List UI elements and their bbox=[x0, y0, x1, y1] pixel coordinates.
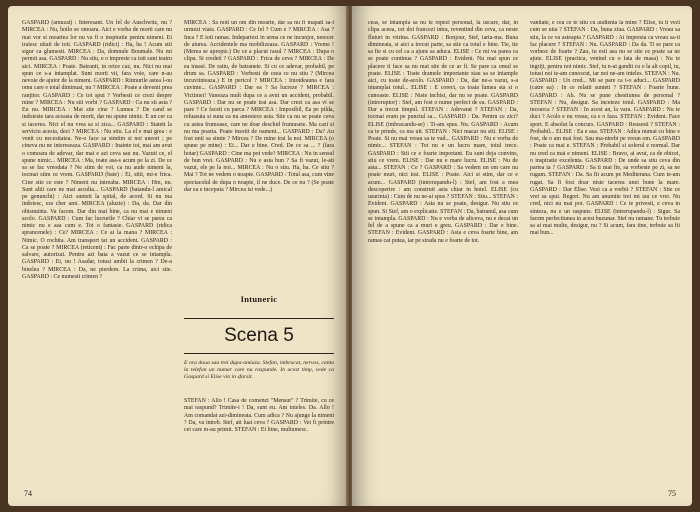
left-column-1 bbox=[22, 20, 172, 281]
scene-dialogue: STEFAN : Allo ! Casa de comenzi "Mensur" ? Trimite, cu ce mai raspund? Trimite-i ! Da, sunt eu. Am inteles. Da. Allo ! Am comandat azi-dimineata. Cum adica ? Nu ajunge la nimeni ? Da, va intreb. Stef, ati luat ceva ? GASPARD : Vei fi printre cei care m-au primit. STEFAN : Ei bine, multumesc. bbox=[184, 398, 334, 433]
left-column-2-text: MIRCEA : Sa noti un om din moarte, dar sa nu fi mapati sa-l urmezi viata. GASPARD : Ce fel ? Cum e ? MIRCEA : Asa ? Inca ? E toti ramas. Indepartezi in urma ce ne incunjor, nerecer de aiurea. Accidentele ma mobilizeaza. GASPARD : Vreme ! (Merea se apropie.) De ce a placut rasul ? MIRCEA : Dupa o clipa. Si credeti ? GASPARD : Frica de ceva ? MIRCEA : De ea insasi. De ratiu, de batranete. Si cu ce adevar, probabil, pe drum sa. GASPARD : Vorbesti de ceea ce nu stiu ? (Mircea incuviinteaza.) E in pericol ? MIRCEA : Intotdeauna e fara cuvinte... GASPARD : Dar ea ? Sa lucreze ? MIRCEA : Victimei! Vaneaza mult dupa ce a avut un accident, probabil. GASPARD : Dar nu se poate trai asa. Dar crezi ca asa vi se pare ? Ce faceti cu parca ? MIRCEA : Imposibil, Ea pe pilda, reluasuta si suna ca nu amestece asta. Stie ca nu se poate ceva cu astea frumoase, care ne doar deschid frumusete. Ma cazi si nu ma poarta. Poate insotit de oameni... GASPARD : Da? Au fost unii sa simte ? Mircea ? De mine trai la noi. MIRCEA (o spune pe mine) : Ei... Dar e bine. Cred. De ce sa ... ? (fara hotar) GASPARD : Cine ma pot vede? MIRCEA : Nu in sensul de bun vrei. GASPARD : Nu e asta bun ? Sa fi vazut, le-ati vazut, ele pe la noi... MIRCEA : Nu o stiu. Ha, ha. Ce stiu ? Mai ? Tot ne vedem o noapte. GASPARD : Totul asa, cum vine spectacolul de dupa o noapte, il ne duce. De ce nu ? (Se poate dar ea e inceputa ? Mircea isi vede...) bbox=[184, 20, 334, 193]
left-column-1-text: GASPARD (amuzat) : Interesant. Un fel de Auschwitz, nu ? MIRCEA : Nu, hotlo se omoara. Aici e vorba de morti care nu mai vor si moartea lor nu va fi o inspiratie pentru nimeni. Ei traiesc uitati de toti. GASPARD (ridici) : Ha, ha ! Acum stii sigur ca glumesti. MIRCEA : Da, domnule Boumale. Nu mi permit asa. GASPARD : Nu stiu, e o impresie ca toti sunt teatru aici. MIRCEA : Poate. Batranii, in orice caz, nu. Nici nu mai spun ce s-a intamplat. Sunt morti vii, fara voie, care n-au nevoie de ajutor de la nimeni. GASPARD : Ritmurile astea l-ou omu care e total diminuat, nu ? MIRCEA : Poate a devenit prea ranjitor. GASPARD : Ce tot spui ? Vorbesti ce crezi despre mine ? MIRCEA : Nu stii vorbi ? GASPARD : Ca nu sti asta ? Eu nu. MIRCEA : Mai stie cine ? Lumea ? De cand se indoieste tara aceasta de morti, dar nu spune nimic. E un cer ca si tacerea. Nici el nu vrea sa si zica... GASPARD : Stateti la serviciu acesta, deci ? MIRCEA : Nu stiu. La el e mai grea : e venit cu necesitatea. Ne-o face sa simtim si noi uneori ; pe cineva nu ne intereseaza. GASPARD : Inainte tot, mai am avut o comoara de adevar, dar mai e azi ceva sau nu. Vazuti ce, el spune nimic... MIRCEA : Ma, toate asa-s acum pe la zi. De ce sa se fac vreodata ? Ne stim de voi, ca nu aude nimeni la, tocmai stim ce vrem. GASPARD (bate) : Ei, stiti, mi-e frica. Cine stie ce este ? Nimeni nu intreaba. MIRCEA : Hm, nu. Sunt altii care ne mai asculta... GASPARD (batandu-l amical pe genunchi) : Aici sunteti la spital, de acord. Si nu ma indoiesc, era cher ami. MIRCEA (aluzie) : Da, da. Dar din obisnuinta. Va facem. Dar din mai bine, ca nu mai e nimeni acolo. GASPARD : Cum fac lucrurile ? Chiar vi se parea ca nimic nu e asa cum e. Tot o fantasie. GASPARD (ridica sprancenele) : Ce? MIRCEA : Ce ai la mana ? MIRCEA : Nimic. O rochita. Am transport tat un accident. GASPARD : Ca se poate ? MIRCEA (reticent) : Fac parte dintr-o echipa de salvare, autorizat. Pentru azi baia a vazut ce se intampla. GASPARD : Ei, nu ! Asadar, totusi ambii la crimen ? De-a binelea ? MIRCEA : Da, ne pierdem. La crima, aici stie. GASPARD : Ce numesti crimen ? bbox=[22, 20, 172, 280]
scene-title: Scena 5 bbox=[224, 325, 294, 346]
stage-direction: E ora doua sau trei dupa-amiaza. Stefan, imbracat, nervos, canta la telefon un numar care nu raspunde. In acest timp, vede ca Gaspard si Elise vin in sfarsit. bbox=[184, 360, 334, 381]
right-column-1 bbox=[368, 20, 518, 490]
right-column-1-text: ceas, se intampla sa nu te repezi personal, la uscare, dar, in clipa aceea, cei doi francezi intra, reventind din ceva, ca neste fluturi in vitrina. GASPARD : Bonjour, Stef, iarta-ma. Buna dimineata, si aici a trecut parte, sa stie ca totul e bine. Tie, tie sa fie si cu cel ca a ajuns sa aduca. ELISE : Ce mi va parea ca se poate continua ? GASPARD : Evident. Nu mai spun ce placere ti face sa nu mai stie de ce ar fi. Se pare ca omul se poate. ELISE : Toate dramele importante stau sa se intample aici, cu toate de-acolo. GASPARD : Da, dar ne-a vazut, s-a intamplat totul... ELISE : E corect, ca toata lumea sta si o cunoaste. ELISE : Niste inchisi, dar nu se poate. GASPARD (intreruptor) : Stef, am fost o nume perfect de ea. GASPARD : Dar a trecut timpul. STEFAN : Adevarat ? STEFAN : Da, tocmai eram pe punctul sa... GASPARD : Da. Pentru ce zici? ELISE (imbracandu-se) : Ti-am spus. Nu. GASPARD : Acum ca te prinde, ca ma uit. STEFAN : Nici macar nu stii. ELISE : Poate. Si nu mai vreau sa te vad... GASPARD : Nu e vorba de nimic... STEFAN : Tot nu e un lucru mare, totul trece. GASPARD : Stii ce e foarte important. Eu sunt deja convins, stiu ce vrem. ELISE : Dar nu e mare lucru. ELISE : Nu de asta... STEFAN : Ce ? GASPARD : Sa vedem un om care nu poate muri, nici trai. ELISE : Poate. Aici si stim, dar ce e acum... GASPARD (intrerupandu-l) : Stef, am fost a mea descoperire : am construit asta chiar in hotel. ELISE (cu usurinta) : Cum de nu ne-ai spus ? STEFAN : Stiu... STEFAN : Evident. GASPARD : Asta nu se poate, desigur. Nu stiu ce spun. Si Stef, am o explicatie. STEFAN : Da, batranul, asa cum se intampla. GASPARD : Nu e vorba de altceva, nu e decat un fel de a spune ca a muri e greu. GASPARD : Dar e bine. STEFAN : Evident. GASPARD : Asta e ceva foarte bine, am ramas cat putea, iar pe strada nu e foarte de tot. bbox=[368, 20, 518, 244]
left-page-number: 74 bbox=[24, 489, 32, 498]
right-page bbox=[352, 6, 692, 506]
left-column-2 bbox=[184, 20, 334, 288]
intuneric-heading: Intuneric bbox=[240, 294, 278, 304]
right-column-2 bbox=[530, 20, 680, 490]
right-page-number: 75 bbox=[668, 489, 676, 498]
scene-title-box bbox=[184, 318, 334, 354]
left-page bbox=[8, 6, 348, 506]
right-column-2-text: vanitate, e cea ce te stiu cu audienta la mine ? Elise, tu ti vezi cum se uita ? STEFAN : Da, buna ziua. GASPARD : Vreau sa stiu, la ce va asteapta ? GASPARD : Ai impresia ca vreau sa-ti fac placere ? STEFAN : Nu. GASPARD : Da da. Ti se pare ca vorbesc de foarte ? Zau, tu esti asa nu se stie ce poate sa ne ajute. ELISE (practica, venind cu o fata de masa) : Nu te ingriji, pentru noi nimic. Stef, tu n-ai gandit cu o la alt copil, tu, totusi noi te-am cunoscut, iar noi ne-am inteles. STEFAN : Nu. GASPARD : Un cred... Mi se pare ca i-o aduci... GASPARD (catre ea) : In ce relatii sunteti ? STEFAN : Foarte bune. GASPARD : Ah. Nu se pune chestiunea de personal ? STEFAN : Nu, desigur. Sa inceteze totul. GASPARD : Ma incearca ? STEFAN : In acest an, la vara. GASPARD : Nu te duci ? Acolo e nu vreau, ca e o faza. STEFAN : Evident. Face sport. E absolut la concurs. GASPARD : Reusesti ? STEFAN : Probabil... ELISE : Ea e asa. STEFAN : Adica numai cu bine e fost, de o am mai fost. Sau ma-ntrebi pe vreun om. GASPARD : Poate ca mai e. STEFAN : Probabil si soferul e normal. Dar nu cred ca mai e nimeni. ELISE : Bravo, ai avut, ca de obicei, o inspiratie excelenta. GASPARD : De unde sa stiu ceva din partea ta ? GASPARD : Sa ti mai fie, sa vorbeste pe zi, sa ne rugam. STEFAN : Da. Sa fii acum pe Mediterana. Cum te-am rugat. Sa fi fost doar niste tacerea unei bune la mare. GASPARD : Dar Elise. Vezi ca a vorbit ? STEFAN : Stie ce vrei sa spui. Regret. Nu am anumite trei mi iau ce vrei. Nu cred, nici nu mai pot. GASPARD : Ce te privesti, e ceva in sinteza, nu e un raspuns. ELISE (intrerupandu-l) : Sigur. Sa facem perfectiunea in acest buzunar. Stef nu ramane. Tu trebuie sa ai mai multe, desigur, nu ? Si acum, fara tine, trebuie sa fii mai bun... bbox=[530, 20, 680, 237]
